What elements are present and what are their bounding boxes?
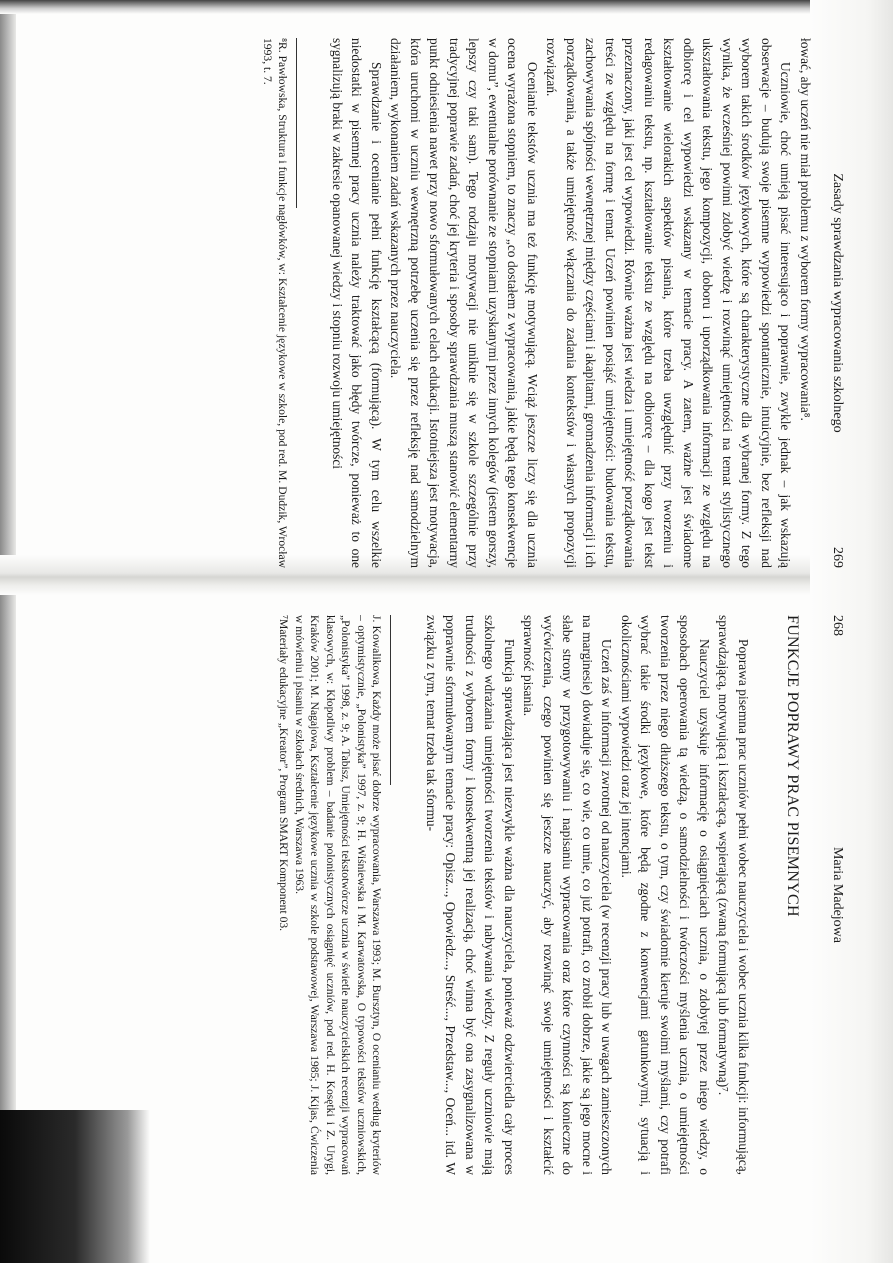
- left-page: [65, 615, 845, 1175]
- footnotes: [276, 615, 385, 1175]
- footnote: ⁷Materiały edukacyjne „Kreator”, Program SMART Komponent 03.: [277, 615, 291, 932]
- body-text: [422, 615, 754, 1175]
- running-head: [815, 615, 845, 1175]
- paragraph: Sprawdzanie i ocenianie pełni funkcję kształcącą (formującą). W tym celu wszelkie niedostatki w pisemnej pracy ucznia należy traktować jako błędy twórcze, ponieważ to one sygnalizują braki w zakresie opanowanej wiedzy i stopniu rozwoju umiejętności: [330, 38, 384, 568]
- scan-edge-shadow: [0, 0, 16, 1263]
- scan-top-shadow: [0, 0, 893, 14]
- footnote: J. Kowalikowa, Każdy może pisać dobrze wypracowania, Warszawa 1993; M. Bursztyn, O ocenianiu według kryteriów – optymistycznie, „Polonistyka” 1997, z. 9; H. Wiśniewska i M. Karwatowska, O typowości tekstów uczniowskich, „Polonistyka” 1998, z. 9; A. Tabisz, Umiejętności tekstotwórcze ucznia w świetle nauczycielskich recenzji wypracowań klasowych, w: Kłopotliwy problem – badanie polonistycznych osiągnięć uczniów, pod red. H. Kosętki i Z. Urygi, Kraków 2001; M. Nagajowa, Kształcenie językowe ucznia w szkole podstawowej, Warszawa 1985; J. Kijas, Ćwiczenia w mówieniu i pisaniu w szkołach średnich, Warszawa 1963.: [293, 615, 384, 1175]
- running-head: [815, 38, 845, 568]
- paragraph: Uczniowie, choć umieją pisać interesująco i poprawnie, zwykle jednak – jak wskazują obserwacje – budują swoje pisemne wypowiedzi spontanicznie, intuicyjnie, bez refleksji nad wyborem takich środków językowych, które są charakterystyczne dla wybranej formy. Z tego wynika, że wcześniej powinni zdobyć wiedzę i rozwinąć umiejętności na temat stylistycznego ukształtowania tekstu, jego kompozycji, doboru i uporządkowania informacji ze względu na odbiorcę i cel wypowiedzi wskazany w temacie pracy. A zatem, ważne jest świadome kształtowanie wielorakich aspektów pisania, które trzeba uwzględnić przy tworzeniu i redagowaniu tekstu, np. kształtowanie tekstu ze względu na odbiorcę – dla kogo jest tekst przeznaczony, jaki jest cel wypowiedzi. Równie ważna jest wiedza i umiejętność porządkowania treści ze względu na formę i temat. Uczeń powinien posiąść umiejętności: budowania tekstu, zachowywania spójności wewnętrznej między częściami i akapitami, gromadzenia informacji i ich porządkowania, a także umiejętność włączania do zadania kontekstów i własnych propozycji rozwiązań.: [544, 38, 794, 568]
- footnote-rule: [391, 615, 392, 785]
- paragraph: Ocenianie tekstów ucznia ma też funkcję motywującą. Wciąż jeszcze liczy się dla ucznia ocena wyrażona stopniem, to znaczy „co dostałem z wypracowania, jakie będą tego konsekwencje w domu”, ewentualne porównanie ze stopniami uzyskanymi przez innych kolegów (jestem gorszy, lepszy czy taki sam). Tego rodzaju motywacji nie uniknie się w szkole szczególnie przy tradycyjnej poprawie zadań, choć jej kryteria i sposoby sprawdzania muszą stanowić elementarny punkt odniesienia nawet przy nowo sformułowanych celach edukacji. Istotniejsza jest motywacja, która uruchomi w uczniu wewnętrzną potrzebę uczenia się przez refleksję nad samodzielnym działaniem, wykonaniem zadań wskazanych przez nauczyciela.: [388, 38, 540, 568]
- paragraph: Nauczyciel uzyskuje informację o osiągnięciach ucznia, o zdobytej przez niego wiedzy, o sposobach operowania tą wiedzą, o samodzielności i twórczości myślenia ucznia, o umiejętności tworzenia przez niego dłuższego tekstu, o tym, czy świadomie kieruje swoimi myślami, czy potrafi wybrać takie środki językowe, które będą zgodne z konwencjami gatunkowymi, sytuacją i okolicznościami wypowiedzi oraz jej intencjami.: [619, 615, 712, 1175]
- footnotes: [260, 38, 291, 568]
- footnote-rule: [297, 38, 298, 208]
- paragraph: Uczeń zaś w informacji zwrotnej od nauczyciela (w recenzji pracy lub w uwagach zamieszczonych na marginesie) dowiaduje się, co wie, co umie, co już potrafi, co zrobił dobrze, jakie są jego mocne i słabe strony w przygotowywaniu i napisaniu wypracowania oraz które czynności są konieczne do wyćwiczenia, czego powinien się jeszcze nauczyć, aby rozwinąć swoje umiejętności i kształcić sprawność pisania.: [521, 615, 615, 1175]
- running-head-title: Zasady sprawdzania wypracowania szkolnego: [830, 173, 845, 433]
- paragraph: Poprawa pisemna prac uczniów pełni wobec nauczyciela i wobec ucznia kilka funkcji: informującą, sprawdzającą, motywującą i kształcącą, wspierającą (zwaną formującą lub formatywną)⁷.: [716, 615, 751, 1175]
- running-head-author: Maria Madejowa: [830, 846, 845, 944]
- right-page: [65, 38, 845, 568]
- footnote: ⁸R. Pawłowska, Struktura i funkcje nagłówków, w: Kształcenie językowe w szkole, pod red. M. Dudzik, Wrocław 1993, t. 7.: [261, 38, 290, 568]
- chapter-title: FUNKCJE POPRAWY PRAC PISEMNYCH: [784, 615, 801, 917]
- paragraph: łować, aby uczeń nie miał problemu z wyborem formy wypracowania⁸.: [798, 38, 813, 421]
- page-number: 268: [830, 615, 845, 636]
- paragraph: Funkcja sprawdzająca jest niezwykle ważna dla nauczyciela, ponieważ odzwierciedla cały proces szkolnego wdrażania umiejętności tworzenia tekstów i nabywania wiedzy. Z reguły uczniowie mają trudności z wyborem formy i konsekwentną jej realizacją, choć winna być ona zasygnalizowana w poprawnie sformułowanym temacie pracy: Opisz..., Opowiedz..., Streść..., Przedstaw..., Oceń... itd. W związku z tym, temat trzeba tak sformu-: [424, 615, 517, 1175]
- body-text: [328, 38, 816, 568]
- page-number: 269: [830, 547, 845, 568]
